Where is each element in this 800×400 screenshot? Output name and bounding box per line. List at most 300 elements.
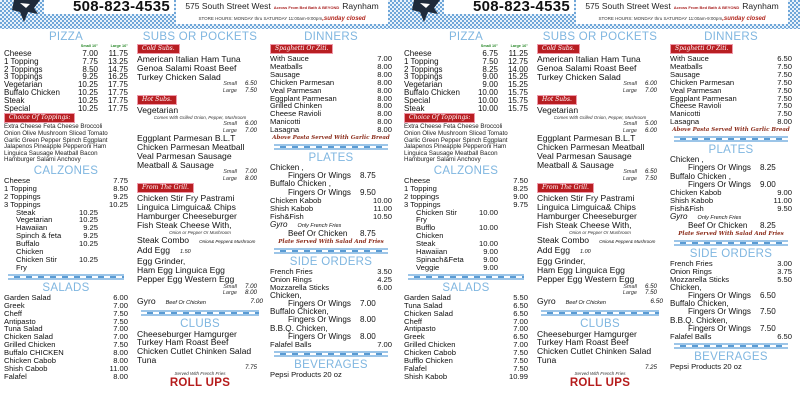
item-price: 9.25 [83,231,98,241]
price-small: 10.25 [77,87,98,97]
item-sub-line [270,230,392,238]
item-extra: Only French Fries [297,222,342,229]
section-title: PLATES [308,152,354,165]
item-name: Chicken Parmesan [670,77,735,87]
item-price: 6.00 [377,282,392,292]
item-sub-line [670,222,792,230]
item-price: 7.50 [513,356,528,366]
item-price: 7.00 [377,339,392,349]
item-text [137,194,263,229]
item-sub: Fingers Or Wings [688,291,751,301]
item-name: Chicken Cabob [4,356,56,366]
menu-column [270,31,392,379]
size-label: Small [223,283,237,290]
item-list [4,50,128,112]
price-small: 10.25 [77,103,98,113]
price-value: 7.00 [244,168,257,176]
item-name: Manicotti [270,117,301,127]
item-name: Spinach&Feta [416,255,464,264]
menu-item [4,302,128,310]
address-line [176,0,388,14]
price-large: 11.25 [508,49,528,58]
item-price: 6.50 [760,291,776,301]
section-title: SUBS OR POCKETS [142,31,258,43]
item-list [404,294,528,381]
item-price: 10.25 [78,239,98,249]
item-list [4,294,128,381]
item-name: Manicotti [670,109,701,119]
text-line: Genoa Salami Roast Beef [137,62,237,73]
text-line: American Italian Ham Tuna [137,54,241,64]
item-price: 10.50 [372,211,392,221]
item-price: 7.00 [513,324,528,334]
item-price: 9.25 [113,191,128,201]
menu-item [404,224,528,240]
item-sub: Fingers Or Wings [688,307,751,317]
section-divider [408,274,524,280]
item-name: Buffalo Chicken, [270,307,329,317]
price-large: 11.75 [108,49,128,58]
text-line: Jalapenos Pineapple Pepperoni Ham [4,143,107,151]
item-name: Grilled Chicken [404,340,456,350]
item-list [270,371,392,379]
size-label: Small [623,283,637,290]
item-name: Tuna Salad [404,300,443,310]
menu-item [404,264,528,272]
item-price: 8.00 [377,85,392,95]
section-title: CALZONES [433,164,499,177]
menu-column [537,31,663,389]
item-text [137,134,263,169]
text-line: Hamburger Salami Anchovy [4,156,81,164]
menu-item [270,308,392,324]
address-box [176,0,388,24]
text-line: Linguica Limguica& Chips [537,202,636,213]
price-small: 8.25 [482,64,498,74]
item-name: Shish Kabob [270,203,314,213]
price-small: 7.50 [482,56,498,66]
size-price [537,176,663,183]
section-title: ROLL UPS [569,377,631,390]
item-name: Cheff [404,316,423,326]
item-name: Falafel Balls [270,339,312,349]
item-price: 8.00 [377,117,392,127]
section-title: SUBS OR POCKETS [542,31,658,43]
town: Raynham [342,1,379,11]
item-price: 3.50 [377,267,392,276]
size-label: Small [623,81,637,88]
item-extra: 1.50 [179,249,191,256]
category-badge: Spaghetti Or Ziti. [270,44,333,54]
item-price [362,371,392,379]
text-line: Eggplant Parmesan B.L.T [537,133,636,144]
price-large: 14.75 [107,64,128,74]
item-name: 1 Topping [404,56,439,66]
size-label: Large [222,290,237,297]
item-name: Antipasto [4,316,36,326]
category-badge: Spaghetti Or Ziti. [670,44,733,54]
item-extra: 1.00 [579,249,591,256]
item-name: Cheese Ravioli [670,101,722,111]
section-title: DINNERS [304,31,358,43]
text-line: Hamburger Cheeseburger [537,210,637,221]
text-line: Meatball & Sausage [137,159,214,170]
item-price: 10.00 [478,239,498,249]
item-name: Chicken , [270,163,304,173]
item-name: Pepsi Products 20 oz [270,369,342,379]
text-line: Tuna [537,354,557,365]
item-price: 8.00 [113,371,128,381]
text-line: Cheeseburger Hamgurger [537,328,637,339]
item-name: Chicken, [670,282,702,292]
menu-item [404,209,528,225]
note: Served With French Fries [574,371,626,377]
item-name: Grilled Chicken [4,340,56,350]
item-price: 7.50 [777,93,792,103]
size-label: Large [622,127,637,134]
phone-number: 508-823-4535 [444,0,574,14]
price-small: 9.25 [82,72,98,82]
item-price: 8.75 [360,171,376,181]
text-line: Veal Parmesan Sausage [537,150,632,161]
category-badge: Choice Of Toppings: [4,113,75,123]
item-text [537,257,663,283]
item-price: 7.50 [760,323,776,333]
category-badge: Choice Of Toppings: [404,113,475,123]
text-line: Pepper Egg Western Egg [137,273,235,284]
item-name: Cheese [4,49,32,58]
item-price: 7.00 [360,298,376,308]
item-list [404,209,528,272]
size-price [137,88,263,95]
item-name: 2 Toppings [4,191,41,201]
item-price: 9.25 [83,223,98,233]
item-price: 5.50 [777,274,792,284]
text-line: Linguica Sausage Meatball Bacon [4,149,98,157]
served-with-note: Above Pasta Served With Garlic Bread [672,127,790,134]
item-name: Fish&Fish [670,203,704,213]
menu-item [670,118,792,126]
section-title: SALADS [42,281,90,294]
item-sub: Fingers Or Wings [688,323,751,333]
price-large: 16.25 [107,72,128,82]
menu-item [4,240,128,256]
text-line: Eggplant Parmesan B.L.T [137,133,236,144]
text-line: Chicken Cutlet Chinken Salad [537,346,652,357]
spacer [98,240,128,256]
text-line: Fish Steak Cheese With, [537,219,632,230]
item-price: 11.00 [773,195,792,205]
price-value: 7.50 [644,174,657,182]
item-name-wrap [537,297,633,308]
item-sub: Fingers Or Wings [288,331,351,341]
text-line: Onion Olive Mushroom Sliced Tomato [404,129,508,137]
item-price: 9.50 [360,187,376,197]
menu-item [270,341,392,349]
item-name: Vegetarian [4,80,43,90]
section-title: CLUBS [180,317,220,330]
price-value: 8.00 [244,174,257,182]
section-divider [274,248,388,254]
section-title: BEVERAGES [294,358,368,371]
item-list [270,268,392,292]
item-name: Chicken, [270,290,302,300]
item-name: Mozzarella Sticks [670,274,730,284]
price-small: 7.00 [82,49,98,58]
item-price: 8.00 [377,61,392,71]
item-price: 8.00 [377,77,392,87]
text-line: Turkey Ham Roast Beef [137,337,229,348]
item-price: 3.00 [777,259,792,269]
item-sub: Fingers Or Wings [288,315,351,325]
price-large: 15.75 [507,103,528,113]
item-name: Grilled Chinken [270,101,322,111]
item-name: 3 Toppings [404,72,443,82]
item-text [537,134,663,169]
item-price: 7.00 [377,54,392,63]
category-badge: From The Grill. [537,183,594,193]
text-line: Egg Grinder, [537,256,586,267]
size-large: Large 16" [510,44,528,48]
item-list [4,209,128,272]
logo [410,0,444,24]
size-label: Small [623,121,637,128]
item-price: 5.50 [513,292,528,302]
spacer [498,209,528,225]
item-name: Greek [404,332,425,342]
item-extra: Onion& Pepper& Mushroom [599,238,656,244]
item-name: Chicken Salad [404,308,453,318]
item-text [404,124,528,164]
item-price: 6.50 [513,300,528,310]
item-name: Cheese [4,175,31,185]
menu-header [400,0,800,29]
item-price: 11.00 [373,203,392,213]
price-value: 7.75 [244,363,257,371]
item-name: Gyro [537,295,556,306]
item-name: Steak [16,207,36,217]
spacer [498,240,528,248]
item-name: B.B.Q. Chicken, [670,315,728,325]
section-title: CALZONES [33,164,99,177]
item-list [404,177,528,209]
item-name: Steak [4,95,25,105]
size-label: Large [222,87,237,94]
item-price: 6.50 [777,54,792,63]
menu-column [670,31,792,371]
item-name: Buffalo Chicken, [670,299,729,309]
item-price: 8.00 [113,348,128,358]
menu-item [4,256,128,272]
section-title: SIDE ORDERS [689,248,773,261]
size-label: Large [622,87,637,94]
item-price: 9.00 [483,255,498,264]
menu-item [670,300,792,316]
section-title: PIZZA [48,31,84,43]
item-list [670,189,792,213]
price-value: 6.00 [644,80,657,88]
item-text [137,330,263,365]
section-title: DINNERS [704,31,758,43]
served-with-note: Above Pasta Served With Garlic Bread [272,135,390,142]
hours-label: STORE HOURS: MONDAY thru SATURDAY [198,16,288,21]
price-small: 10.00 [477,103,498,113]
item-name: Steak [404,103,425,113]
section-divider [274,351,388,357]
item-name: 1 Topping [4,183,37,193]
price-large: 17.75 [107,95,128,105]
item-name: 1 Topping [4,56,39,66]
menu-item [670,156,792,172]
item-sub: Fingers Or Wings [288,171,351,181]
size-label: Large [222,175,237,182]
item-list [4,177,128,209]
item-name: Vegetarian [16,215,53,225]
store-hours [576,14,788,24]
town: Raynham [742,1,779,11]
spacer [498,224,528,240]
item-price: 8.75 [360,228,376,238]
text-line: Egg Grinder, [137,256,186,267]
item-price: 11.00 [109,363,128,373]
size-label: Small [223,121,237,128]
item-price: 8.00 [113,356,128,366]
menu-item [404,310,528,318]
section-title: PIZZA [448,31,484,43]
item-price: 8.50 [113,183,128,193]
item-name: Buffalo CHICKEN [4,348,64,358]
category-badge: Cold Subs. [537,44,580,54]
size-label: Small [223,169,237,176]
text-line: Ham Egg Linguica Egg [137,264,225,275]
size-price [537,88,663,95]
item-extra: Onion& Pepper& Mushroom [199,238,256,244]
item-name: Mozzarella Sticks [270,282,330,292]
landmark: Across From Bed Bath & BEYOND [673,5,740,10]
item-name: Bufflo Chicken [416,223,444,241]
item-price: 7.00 [513,316,528,326]
menu-item [270,221,392,238]
item-price: 10.25 [108,199,128,209]
item-list [670,260,792,284]
spacer [98,232,128,240]
item-name: Hawaiian [416,247,448,257]
spacer [498,248,528,256]
item-name: Cheese [404,175,431,185]
price-small: 10.00 [477,87,498,97]
item-name: Buffalo Chicken [16,239,44,257]
item-price: 10.00 [478,223,498,233]
menu-item [670,317,792,333]
item-name: Greek [4,300,25,310]
item-name: Gyro [670,211,688,221]
item-name: Onion Rings [270,274,312,284]
size-price [137,176,263,183]
text-line: Onion Olive Mushroom Sliced Tomato [4,129,108,137]
item-price: 7.50 [113,308,128,318]
item-name: Eggplant Parmesan [270,93,337,103]
menu-item [270,325,392,341]
section-title: SALADS [442,281,490,294]
price-large: 17.75 [107,103,128,113]
price-value: 7.50 [244,86,257,94]
item-price: 7.50 [113,316,128,326]
spacer [498,264,528,272]
menu-header [0,0,400,29]
category-badge: Hot Subs. [137,95,177,105]
spacer [498,256,528,264]
item-name: French Fries [670,259,713,269]
price-small: 10.00 [477,95,498,105]
menu-item [404,373,528,381]
text-line: Linguica Limguica& Chips [137,202,236,213]
hours-time: 11:00am-9:00pm [688,16,723,21]
note: Onion or Pepper Or Mushroom [169,229,231,235]
category-badge: From The Grill. [137,183,194,193]
hours-label: STORE HOURS: MONDAY thru SATURDAY [598,16,688,21]
price-value: 7.00 [644,86,657,94]
item-list [404,50,528,112]
item-name: Add Egg [137,245,170,256]
item-name: Special [4,103,31,113]
item-text [537,330,663,365]
text-line: Turkey Ham Roast Beef [537,337,629,348]
menu-item [537,297,663,308]
item-price: 7.50 [777,77,792,87]
item-price: 10.25 [78,207,98,217]
menu-column [404,31,528,381]
menu-page [400,0,800,400]
address-box [576,0,788,24]
item-name: Chicken Stir Fry [16,255,57,272]
item-name: Shish Kabob [670,195,714,205]
text-line: Tuna [137,354,157,365]
price-large: 13.25 [107,56,128,66]
item-name: Garden Salad [4,292,51,302]
item-text [537,55,663,81]
text-line: American Italian Ham Tuna [537,54,641,64]
street: 575 South Street West [185,1,271,11]
item-extra: Beef Or Chicken [165,299,206,306]
item-price: 7.50 [513,363,528,373]
spacer [98,216,128,224]
spacer [98,224,128,232]
item-price: 10.25 [78,215,98,225]
note: Served With French Fries [174,371,226,377]
text-line: Chicken Stir Fry Pastrami [137,193,235,204]
item-name: 1 Topping [404,183,437,193]
text-line: Hamburger Cheeseburger [137,210,237,221]
note: Comes With Grilled Onion, Pepper, Mushroom [153,115,247,121]
price-large: 15.75 [507,95,528,105]
price-small: 10.25 [77,80,98,90]
item-name: Gyro [137,295,156,306]
item-name: Chicken Kabob [270,195,322,205]
item-price: 8.00 [377,69,392,79]
price-large: 15.75 [507,87,528,97]
item-price: 8.25 [513,183,528,193]
item-name: Pepsi Products 20 oz [670,361,742,371]
item-name: 3 Toppings [4,72,43,82]
item-price: 7.50 [760,307,776,317]
price-value: 6.50 [244,80,257,88]
text-line: Vegetarian [137,105,179,116]
menu-item [4,373,128,381]
price-small: 10.25 [77,95,98,105]
size-small: Small 10" [480,44,498,48]
section-title: BEVERAGES [694,350,768,363]
item-name: With Sauce [670,54,709,63]
